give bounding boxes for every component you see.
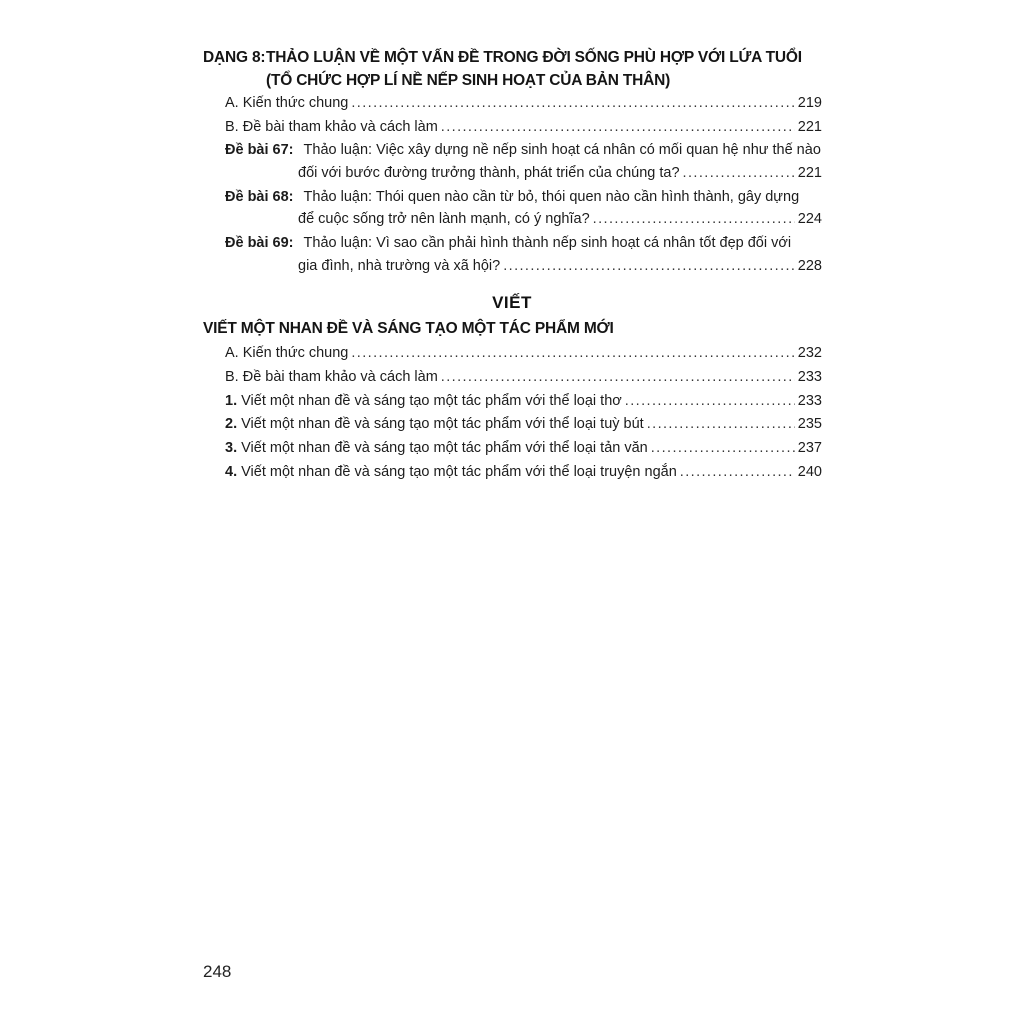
topic-68-line1	[225, 189, 799, 205]
dot-leader	[351, 345, 794, 361]
topic-label: Đề bài 68:	[225, 189, 294, 205]
writing-item-1	[225, 393, 822, 409]
item-number: 1.	[225, 393, 238, 409]
dot-leader	[683, 165, 795, 181]
toc-entry-text: A. Kiến thức chung	[225, 345, 349, 361]
section8-heading	[203, 49, 802, 67]
section8-title-line2: (TỔ CHỨC HỢP LÍ NỀ NẾP SINH HOẠT CỦA BẢN THÂN)	[266, 72, 671, 89]
writing-item-2	[225, 416, 822, 432]
topic-text: Thảo luận: Việc xây dựng nề nếp sinh hoạt cá nhân có mối quan hệ như thế nào	[303, 142, 821, 158]
dot-leader	[625, 393, 795, 409]
item-number: 2.	[225, 416, 238, 432]
toc-page-number: 235	[797, 416, 822, 432]
topic-text: Thảo luận: Vì sao cần phải hình thành nếp sinh hoạt cá nhân tốt đẹp đối với	[303, 235, 792, 251]
dot-leader	[647, 416, 795, 432]
toc-entry-b	[225, 369, 822, 385]
topic-text: gia đình, nhà trường và xã hội?	[298, 258, 501, 274]
topic-67-line1	[225, 142, 821, 158]
toc-entry-text: A. Kiến thức chung	[225, 95, 349, 111]
dot-leader	[593, 211, 795, 227]
dot-leader	[441, 119, 795, 135]
writing-subheading: VIẾT MỘT NHAN ĐỀ VÀ SÁNG TẠO MỘT TÁC PHẨM MỚI	[203, 320, 614, 337]
topic-text: Thảo luận: Thói quen nào cần từ bỏ, thói quen nào cần hình thành, gây dựng	[303, 189, 800, 205]
writing-item-3	[225, 440, 822, 456]
writing-heading: VIẾT	[492, 293, 532, 312]
toc-page-number: 224	[797, 211, 822, 227]
dot-leader	[651, 440, 795, 456]
topic-67-line2	[298, 165, 822, 181]
dot-leader	[351, 95, 794, 111]
topic-69-line2	[298, 258, 822, 274]
section8-label: DẠNG 8:	[203, 49, 266, 66]
toc-page-number: 233	[797, 393, 822, 409]
toc-entry-a	[225, 95, 822, 111]
dot-leader	[503, 258, 795, 274]
item-number: 3.	[225, 440, 238, 456]
toc-page-number: 221	[797, 119, 822, 135]
item-text: Viết một nhan đề và sáng tạo một tác phẩm với thể loại truyện ngắn	[241, 464, 677, 480]
writing-item-4	[225, 464, 822, 480]
toc-page-number: 240	[797, 464, 822, 480]
dot-leader	[441, 369, 795, 385]
toc-page-number: 233	[797, 369, 822, 385]
toc-page-number: 232	[797, 345, 822, 361]
toc-page-number: 219	[797, 95, 822, 111]
toc-page-number: 228	[797, 258, 822, 274]
topic-label: Đề bài 69:	[225, 235, 294, 251]
item-text: Viết một nhan đề và sáng tạo một tác phẩm với thể loại tuỳ bút	[241, 416, 644, 432]
section8-title-line1: THẢO LUẬN VỀ MỘT VẤN ĐỀ TRONG ĐỜI SỐNG PHÙ HỢP VỚI LỨA TUỔI	[266, 49, 802, 66]
item-number: 4.	[225, 464, 238, 480]
toc-entry-text: B. Đề bài tham khảo và cách làm	[225, 369, 438, 385]
item-text: Viết một nhan đề và sáng tạo một tác phẩm với thể loại thơ	[241, 393, 622, 409]
toc-entry-b	[225, 119, 822, 135]
item-text: Viết một nhan đề và sáng tạo một tác phẩm với thể loại tản văn	[241, 440, 648, 456]
page-number: 248	[203, 962, 232, 981]
topic-text: để cuộc sống trở nên lành mạnh, có ý nghĩa?	[298, 211, 590, 227]
toc-page-number: 221	[797, 165, 822, 181]
topic-68-line2	[298, 211, 822, 227]
toc-page-number: 237	[797, 440, 822, 456]
topic-text: đối với bước đường trưởng thành, phát triển của chúng ta?	[298, 165, 680, 181]
dot-leader	[680, 464, 795, 480]
topic-label: Đề bài 67:	[225, 142, 294, 158]
topic-69-line1	[225, 235, 791, 251]
toc-entry-a	[225, 345, 822, 361]
toc-entry-text: B. Đề bài tham khảo và cách làm	[225, 119, 438, 135]
